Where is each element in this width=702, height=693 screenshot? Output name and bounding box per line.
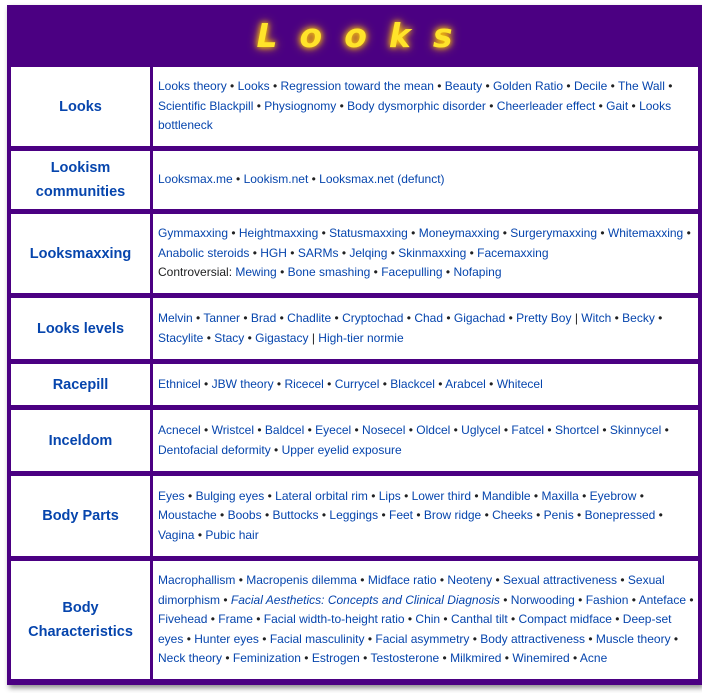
nav-link-fivehead[interactable]: Fivehead <box>158 612 208 627</box>
group-looks[interactable]: Looks <box>11 67 150 146</box>
bullet-separator: • <box>276 265 288 280</box>
nav-link-winemired[interactable]: Winemired <box>512 651 570 666</box>
nav-link-chad[interactable]: Chad <box>414 311 443 325</box>
nav-link-fatcel[interactable]: Fatcel <box>511 423 545 437</box>
bullet-separator: • <box>661 423 669 437</box>
bullet-separator: • <box>563 79 574 94</box>
nav-link-arabcel[interactable]: Arabcel <box>445 376 486 391</box>
nav-link-looksmax-me[interactable]: Looksmax.me <box>158 172 233 187</box>
nav-link-anteface[interactable]: Anteface <box>638 592 686 607</box>
bullet-separator: • <box>226 79 238 94</box>
bullet-separator: • <box>232 172 244 187</box>
group-lookism-communities[interactable]: Lookism communities <box>11 151 150 209</box>
bullet-separator: • <box>628 592 639 607</box>
bullet-separator: • <box>505 311 517 325</box>
bullet-separator: • <box>216 508 228 523</box>
row-body-characteristics <box>11 561 698 679</box>
row-looksmaxxing <box>11 214 698 293</box>
nav-link-leggings[interactable]: Leggings <box>329 508 379 523</box>
nav-link-statusmaxxing[interactable]: Statusmaxxing <box>329 226 408 241</box>
bullet-separator: • <box>264 488 276 503</box>
bullet-separator: • <box>404 612 416 627</box>
nav-link-gigastacy[interactable]: Gigastacy <box>255 330 309 345</box>
nav-link-upper-eyelid-exposure[interactable]: Upper eyelid exposure <box>281 442 402 457</box>
navbox-title-text[interactable]: Looks <box>256 15 475 55</box>
nav-link-cheerleader-effect[interactable]: Cheerleader effect <box>496 98 596 113</box>
nav-link-skinnycel[interactable]: Skinnycel <box>609 423 662 437</box>
list-looks <box>153 67 698 146</box>
nav-link-brow-ridge[interactable]: Brow ridge <box>423 508 482 523</box>
bullet-separator: • <box>544 423 555 437</box>
bullet-separator: • <box>499 226 511 241</box>
nav-link-neck-theory[interactable]: Neck theory <box>158 651 223 666</box>
bullet-separator: • <box>359 651 371 666</box>
nav-link-tanner[interactable]: Tanner <box>203 311 241 325</box>
nav-link-beauty[interactable]: Beauty <box>444 79 483 94</box>
bullet-separator: • <box>532 508 544 523</box>
bullet-separator: • <box>273 376 285 391</box>
bullet-separator: • <box>244 330 256 345</box>
bullet-separator: • <box>370 265 382 280</box>
bullet-separator: • <box>203 330 215 345</box>
bullet-separator: • <box>499 592 511 607</box>
group-inceldom[interactable]: Inceldom <box>11 410 150 471</box>
nav-link-boobs[interactable]: Boobs <box>227 508 262 523</box>
nav-link-chadlite[interactable]: Chadlite <box>287 311 332 325</box>
nav-link-buttocks[interactable]: Buttocks <box>272 508 319 523</box>
bullet-separator: • <box>439 651 451 666</box>
bullet-separator: • <box>367 488 379 503</box>
nav-link-muscle-theory[interactable]: Muscle theory <box>595 631 671 646</box>
group-body-characteristics[interactable]: Body Characteristics <box>11 561 150 679</box>
nav-link-jelqing[interactable]: Jelqing <box>349 245 388 260</box>
bullet-separator: • <box>501 651 513 666</box>
looks-navbox <box>7 5 702 685</box>
nav-link-cryptochad[interactable]: Cryptochad <box>342 311 404 325</box>
row-racepill <box>11 364 698 405</box>
navbox-title <box>7 5 702 65</box>
nav-link-brad[interactable]: Brad <box>250 311 277 325</box>
nav-link-compact-midface[interactable]: Compact midface <box>518 612 612 627</box>
nav-link-jbw-theory[interactable]: JBW theory <box>211 376 274 391</box>
list-looks-levels <box>153 298 698 359</box>
nav-link-mewing[interactable]: Mewing <box>235 265 277 280</box>
nav-link-sexual-dimorphism[interactable]: Sexual dimorphism <box>158 573 665 607</box>
bullet-separator: • <box>403 311 415 325</box>
nav-link-maxilla[interactable]: Maxilla <box>541 488 579 503</box>
bullet-separator: • <box>336 98 348 113</box>
nav-link-currycel[interactable]: Currycel <box>334 376 380 391</box>
nav-link-eyebrow[interactable]: Eyebrow <box>589 488 637 503</box>
group-body-parts[interactable]: Body Parts <box>11 476 150 556</box>
nav-link-blackcel[interactable]: Blackcel <box>390 376 435 391</box>
bullet-separator: • <box>471 488 482 503</box>
nav-link-physiognomy[interactable]: Physiognomy <box>264 98 337 113</box>
bullet-separator: • <box>183 631 195 646</box>
bullet-separator: • <box>611 612 623 627</box>
bullet-separator: • <box>443 311 454 325</box>
bullet-separator: • <box>413 508 424 523</box>
bullet-separator: • <box>200 376 212 391</box>
nav-link-oldcel[interactable]: Oldcel <box>416 423 451 437</box>
nav-link-sexual-attractiveness[interactable]: Sexual attractiveness <box>502 573 618 588</box>
bullet-separator: • <box>364 631 376 646</box>
nav-link-high-tier-normie[interactable]: High-tier normie <box>318 330 404 345</box>
nav-link-gigachad[interactable]: Gigachad <box>453 311 506 325</box>
row-body-parts <box>11 476 698 556</box>
nav-link-heightmaxxing[interactable]: Heightmaxxing <box>238 226 319 241</box>
bullet-separator: • <box>481 508 493 523</box>
bullet-separator: • <box>433 79 445 94</box>
bullet-separator: • <box>664 79 673 94</box>
bullet-separator: • <box>331 311 343 325</box>
bullet-separator: • <box>235 573 247 588</box>
nav-link-looks-bottleneck[interactable]: Looks bottleneck <box>158 98 672 133</box>
nav-link-looks-theory[interactable]: Looks theory <box>158 79 227 94</box>
nav-link-milkmired[interactable]: Milkmired <box>450 651 502 666</box>
bullet-separator: • <box>338 245 350 260</box>
nav-link-canthal-tilt[interactable]: Canthal tilt <box>450 612 508 627</box>
bullet-separator: • <box>407 226 419 241</box>
bullet-separator: • <box>574 592 586 607</box>
nav-link-penis[interactable]: Penis <box>543 508 574 523</box>
nav-link-eyecel[interactable]: Eyecel <box>315 423 352 437</box>
bullet-separator: • <box>254 423 265 437</box>
group-racepill[interactable]: Racepill <box>11 364 150 405</box>
nav-link-neoteny[interactable]: Neoteny <box>447 573 493 588</box>
nav-link-moustache[interactable]: Moustache <box>158 508 217 523</box>
bullet-separator: • <box>434 376 446 391</box>
bullet-separator: • <box>686 592 694 607</box>
nav-link-baldcel[interactable]: Baldcel <box>264 423 305 437</box>
nav-link-lower-third[interactable]: Lower third <box>411 488 471 503</box>
nav-link-wristcel[interactable]: Wristcel <box>211 423 255 437</box>
bullet-separator: • <box>261 508 273 523</box>
italic-link[interactable]: Facial Aesthetics: Concepts and Clinical Diagnosis <box>230 592 500 607</box>
bullet-separator: • <box>442 265 454 280</box>
bullet-separator: • <box>323 376 335 391</box>
bullet-separator: • <box>611 311 623 325</box>
nav-link-moneymaxxing[interactable]: Moneymaxxing <box>418 226 500 241</box>
bullet-separator: • <box>617 573 628 588</box>
nav-link-the-wall[interactable]: The Wall <box>617 79 665 94</box>
bullet-separator: • <box>222 651 233 666</box>
nav-link-facial-asymmetry[interactable]: Facial asymmetry <box>375 631 470 646</box>
nav-link-vagina[interactable]: Vagina <box>158 527 195 542</box>
bullet-separator: • <box>485 98 497 113</box>
nav-link-facemaxxing[interactable]: Facemaxxing <box>477 245 549 260</box>
list-inceldom <box>153 410 698 471</box>
bullet-separator: • <box>597 226 608 241</box>
bullet-separator: • <box>492 573 503 588</box>
nav-link-nofaping[interactable]: Nofaping <box>453 265 502 280</box>
group-looksmaxxing[interactable]: Looksmaxxing <box>11 214 150 293</box>
row-lookism-communities <box>11 151 698 209</box>
group-looks-levels[interactable]: Looks levels <box>11 298 150 359</box>
bar-separator: | <box>308 330 319 345</box>
bullet-separator: • <box>530 488 542 503</box>
nav-link-anabolic-steroids[interactable]: Anabolic steroids <box>158 245 250 260</box>
nav-link-feet[interactable]: Feet <box>388 508 413 523</box>
nav-link-surgerymaxxing[interactable]: Surgerymaxxing <box>510 226 597 241</box>
nav-link-regression-toward-the-mean[interactable]: Regression toward the mean <box>280 79 434 94</box>
list-looksmaxxing <box>153 214 698 293</box>
nav-link-whitecel[interactable]: Whitecel <box>496 376 543 391</box>
nav-link-mandible[interactable]: Mandible <box>481 488 531 503</box>
bullet-separator: • <box>194 527 206 542</box>
nav-link-bone-smashing[interactable]: Bone smashing <box>287 265 371 280</box>
nav-link-melvin[interactable]: Melvin <box>158 311 193 325</box>
nav-link-lateral-orbital-rim[interactable]: Lateral orbital rim <box>275 488 368 503</box>
nav-link-stacy[interactable]: Stacy <box>214 330 245 345</box>
nav-link-looksmax-net-defunct[interactable]: Looksmax.net (defunct) <box>319 172 445 187</box>
nav-link-ricecel[interactable]: Ricecel <box>284 376 324 391</box>
nav-link-facepulling[interactable]: Facepulling <box>381 265 443 280</box>
nav-link-pubic-hair[interactable]: Pubic hair <box>205 527 259 542</box>
bullet-separator: • <box>240 311 251 325</box>
nav-link-cheeks[interactable]: Cheeks <box>492 508 533 523</box>
bullet-separator: • <box>192 311 204 325</box>
bullet-separator: • <box>599 423 610 437</box>
bullet-separator: • <box>485 376 497 391</box>
nav-link-norwooding[interactable]: Norwooding <box>510 592 575 607</box>
nav-link-lips[interactable]: Lips <box>378 488 401 503</box>
nav-link-stacylite[interactable]: Stacylite <box>158 330 204 345</box>
nav-link-dentofacial-deformity[interactable]: Dentofacial deformity <box>158 442 271 457</box>
bullet-separator: • <box>269 79 281 94</box>
bullet-separator: • <box>466 245 478 260</box>
nav-link-ethnicel[interactable]: Ethnicel <box>158 376 201 391</box>
nav-link-testosterone[interactable]: Testosterone <box>370 651 440 666</box>
list-racepill <box>153 364 698 405</box>
bullet-separator: • <box>585 631 596 646</box>
nav-link-acne[interactable]: Acne <box>579 651 608 666</box>
nav-link-sarms[interactable]: SARMs <box>297 245 339 260</box>
nav-link-pretty-boy[interactable]: Pretty Boy <box>516 311 572 325</box>
list-body-characteristics <box>153 561 698 679</box>
bullet-separator: • <box>253 98 265 113</box>
bullet-separator: • <box>400 488 412 503</box>
nav-link-gait[interactable]: Gait <box>606 98 629 113</box>
bullet-separator: • <box>318 226 330 241</box>
bullet-separator: • <box>184 488 196 503</box>
bullet-separator: • <box>595 98 607 113</box>
nav-link-golden-ratio[interactable]: Golden Ratio <box>493 79 564 94</box>
nav-link-uglycel[interactable]: Uglycel <box>461 423 501 437</box>
nav-link-witch[interactable]: Witch <box>581 311 612 325</box>
bullet-separator: • <box>469 631 481 646</box>
bullet-separator: • <box>607 79 618 94</box>
nav-link-acnecel[interactable]: Acnecel <box>158 423 201 437</box>
bullet-separator: • <box>405 423 417 437</box>
row-looks-levels <box>11 298 698 359</box>
bullet-separator: • <box>207 612 219 627</box>
nav-link-bonepressed[interactable]: Bonepressed <box>584 508 656 523</box>
nav-link-gymmaxxing[interactable]: Gymmaxxing <box>158 226 229 241</box>
nav-link-macrophallism[interactable]: Macrophallism <box>158 573 236 588</box>
bullet-separator: • <box>578 488 590 503</box>
bullet-separator: • <box>318 508 330 523</box>
bullet-separator: • <box>258 631 270 646</box>
bullet-separator: • <box>683 226 691 241</box>
list-body-parts <box>153 476 698 556</box>
nav-link-lookism-net[interactable]: Lookism.net <box>243 172 309 187</box>
nav-link-bulging-eyes[interactable]: Bulging eyes <box>195 488 265 503</box>
bullet-separator: • <box>573 508 585 523</box>
nav-link-looks[interactable]: Looks <box>237 79 270 94</box>
bullet-separator: • <box>351 423 363 437</box>
bullet-separator: • <box>387 245 399 260</box>
nav-link-body-dysmorphic-disorder[interactable]: Body dysmorphic disorder <box>347 98 486 113</box>
nav-link-deep-set-eyes[interactable]: Deep-set eyes <box>158 612 672 646</box>
nav-link-hgh[interactable]: HGH <box>260 245 287 260</box>
controversial-label: Controversial: <box>158 265 233 280</box>
bullet-separator: • <box>276 311 288 325</box>
bullet-separator: • <box>636 488 644 503</box>
nav-link-nosecel[interactable]: Nosecel <box>362 423 406 437</box>
bullet-separator: • <box>655 508 663 523</box>
nav-link-hunter-eyes[interactable]: Hunter eyes <box>194 631 259 646</box>
bullet-separator: • <box>300 651 312 666</box>
nav-link-fashion[interactable]: Fashion <box>585 592 629 607</box>
bullet-separator: • <box>270 442 282 457</box>
nav-link-macropenis-dilemma[interactable]: Macropenis dilemma <box>246 573 357 588</box>
bullet-separator: • <box>450 423 462 437</box>
nav-link-scientific-blackpill[interactable]: Scientific Blackpill <box>158 98 254 113</box>
bullet-separator: • <box>500 423 512 437</box>
nav-link-body-attractiveness[interactable]: Body attractiveness <box>480 631 585 646</box>
bullet-separator: • <box>436 573 448 588</box>
bullet-separator: • <box>286 245 298 260</box>
bullet-separator: • <box>252 612 264 627</box>
bullet-separator: • <box>200 423 212 437</box>
nav-link-skinmaxxing[interactable]: Skinmaxxing <box>398 245 467 260</box>
nav-link-frame[interactable]: Frame <box>218 612 253 627</box>
bullet-separator: • <box>379 376 391 391</box>
row-inceldom <box>11 410 698 471</box>
bullet-separator: • <box>482 79 494 94</box>
bullet-separator: • <box>507 612 519 627</box>
bullet-separator: • <box>249 245 261 260</box>
nav-link-facial-masculinity[interactable]: Facial masculinity <box>269 631 365 646</box>
list-lookism-communities <box>153 151 698 209</box>
row-looks <box>11 67 698 146</box>
nav-link-midface-ratio[interactable]: Midface ratio <box>367 573 437 588</box>
nav-link-chin[interactable]: Chin <box>415 612 441 627</box>
nav-link-whitemaxxing[interactable]: Whitemaxxing <box>607 226 684 241</box>
nav-link-eyes[interactable]: Eyes <box>158 488 185 503</box>
nav-link-becky[interactable]: Becky <box>622 311 655 325</box>
bullet-separator: • <box>440 612 451 627</box>
bullet-separator: • <box>378 508 389 523</box>
nav-link-estrogen[interactable]: Estrogen <box>311 651 360 666</box>
nav-link-facial-width-to-height-ratio[interactable]: Facial width-to-height ratio <box>263 612 405 627</box>
bullet-separator: • <box>670 631 679 646</box>
bullet-separator: • <box>304 423 316 437</box>
nav-link-decile[interactable]: Decile <box>573 79 608 94</box>
bullet-separator: • <box>356 573 368 588</box>
bullet-separator: • <box>228 226 239 241</box>
bullet-separator: • <box>654 311 663 325</box>
nav-link-feminization[interactable]: Feminization <box>232 651 301 666</box>
bar-separator: | <box>571 311 582 325</box>
bullet-separator: • <box>569 651 580 666</box>
bullet-separator: • <box>628 98 640 113</box>
bullet-separator: • <box>308 172 320 187</box>
bullet-separator: • <box>220 592 231 607</box>
nav-link-shortcel[interactable]: Shortcel <box>554 423 599 437</box>
